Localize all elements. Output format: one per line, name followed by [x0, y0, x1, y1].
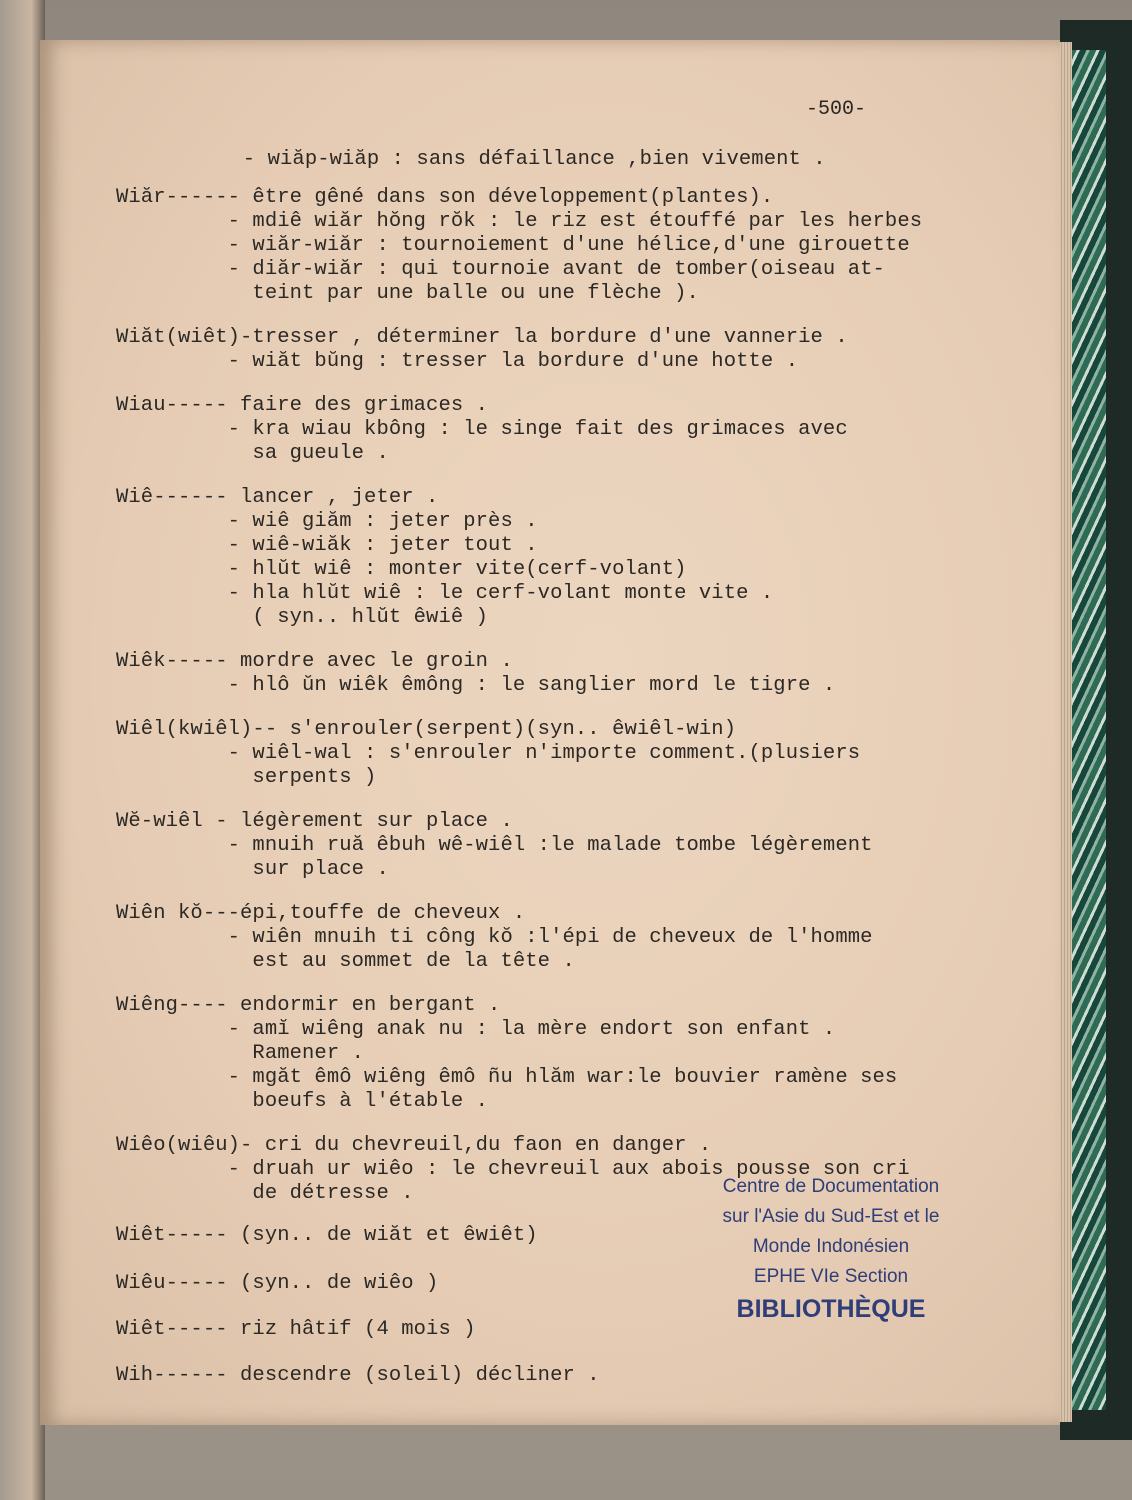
- stamp-title: BIBLIOTHÈQUE: [736, 1295, 926, 1323]
- entry-headword-line: Wiêl(kwiêl)-- s'enrouler(serpent)(syn.. êwiêl-win): [116, 718, 737, 741]
- entry-line: - diăr-wiăr : qui tournoie avant de tomber(oiseau at-: [116, 258, 885, 281]
- entry-line: serpents ): [116, 766, 377, 789]
- entry-line: ( syn.. hlŭt êwiê ): [116, 606, 489, 629]
- entry-headword-line: Wiêt----- (syn.. de wiăt et êwiêt): [116, 1224, 538, 1247]
- marbled-spine: [1070, 50, 1106, 1410]
- entry-line: - mgăt êmô wiêng êmô ñu hlăm war:le bouvier ramène ses: [116, 1066, 898, 1089]
- page-number: -500-: [806, 98, 867, 121]
- entry-line: - hlô ŭn wiêk êmông : le sanglier mord le tigre .: [116, 674, 836, 697]
- entry-line: - wiăp-wiăp : sans défaillance ,bien vivement .: [218, 148, 826, 171]
- entry-headword-line: Wiêu----- (syn.. de wiêo ): [116, 1272, 439, 1295]
- entry-headword-line: Wĕ-wiêl - légèrement sur place .: [116, 810, 513, 833]
- entry-line: - hla hlŭt wiê : le cerf-volant monte vite .: [116, 582, 774, 605]
- entry-line: - wiăr-wiăr : tournoiement d'une hélice,d'une girouette: [116, 234, 910, 257]
- left-page-edge: [0, 0, 45, 1500]
- entry-line: sur place .: [116, 858, 389, 881]
- entry-line: boeufs à l'étable .: [116, 1090, 489, 1113]
- stamp-line: sur l'Asie du Sud-Est et le: [722, 1206, 940, 1227]
- entry-line: - mnuih ruă êbuh wê-wiêl :le malade tombe légèrement: [116, 834, 873, 857]
- entry-line: - hlŭt wiê : monter vite(cerf-volant): [116, 558, 687, 581]
- entry-headword-line: Wiau----- faire des grimaces .: [116, 394, 489, 417]
- entry-headword-line: Wiêt----- riz hâtif (4 mois ): [116, 1318, 476, 1341]
- entry-line: est au sommet de la tête .: [116, 950, 575, 973]
- stamp-line: Monde Indonésien: [752, 1236, 910, 1257]
- entry-headword-line: Wiêo(wiêu)- cri du chevreuil,du faon en danger .: [116, 1134, 712, 1157]
- entry-headword-line: Wiê------ lancer , jeter .: [116, 486, 439, 509]
- entry-line: - wiê giăm : jeter près .: [116, 510, 538, 533]
- entry-line: teint par une balle ou une flèche ).: [116, 282, 699, 305]
- entry-headword-line: Wih------ descendre (soleil) décliner .: [116, 1364, 600, 1387]
- entry-line: de détresse .: [116, 1182, 414, 1205]
- entry-headword-line: Wiêng---- endormir en bergant .: [116, 994, 501, 1017]
- entry-headword-line: Wiăr------ être gêné dans son développement(plantes).: [116, 186, 774, 209]
- entry-headword-line: Wiêk----- mordre avec le groin .: [116, 650, 513, 673]
- entry-headword-line: Wiên kŏ---épi,touffe de cheveux .: [116, 902, 526, 925]
- entry-headword-line: Wiăt(wiêt)-tresser , déterminer la bordure d'une vannerie .: [116, 326, 848, 349]
- entry-line: sa gueule .: [116, 442, 389, 465]
- entry-line: Ramener .: [116, 1042, 365, 1065]
- entry-line: - mdiê wiăr hŏng rŏk : le riz est étouffé par les herbes: [116, 210, 923, 233]
- entry-line: - wiên mnuih ti công kŏ :l'épi de cheveux de l'homme: [116, 926, 873, 949]
- stamp-line: Centre de Documentation: [722, 1176, 940, 1197]
- entry-line: - druah ur wiêo : le chevreuil aux abois pousse son cri: [116, 1158, 910, 1181]
- library-stamp: [700, 1172, 962, 1326]
- entry-line: - wiêl-wal : s'enrouler n'importe comment.(plusiers: [116, 742, 861, 765]
- entry-line: - kra wiau kbông : le singe fait des grimaces avec: [116, 418, 848, 441]
- entry-line: - amĭ wiêng anak nu : la mère endort son enfant .: [116, 1018, 836, 1041]
- entry-line: - wiăt bŭng : tresser la bordure d'une hotte .: [116, 350, 799, 373]
- stamp-line: EPHE VIe Section: [753, 1266, 909, 1287]
- entry-line: - wiê-wiăk : jeter tout .: [116, 534, 538, 557]
